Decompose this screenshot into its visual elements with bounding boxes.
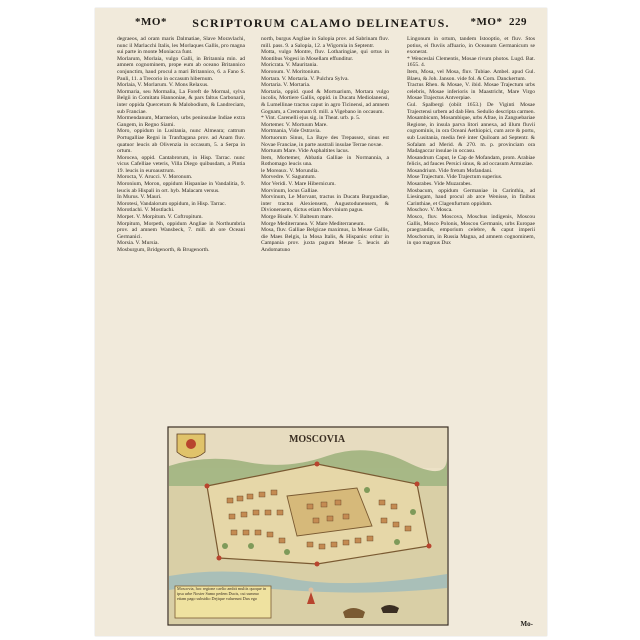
moscovia-map xyxy=(167,426,449,626)
entry: Mortemer. V. Mortuum Mare. xyxy=(261,121,328,128)
entry: Morvinum, Le Morvant, tractus in Ducatu Burgundiae, inter tractus Alexiensem, Augustodunensem, & Divionensem, dictus etiam Morvinium pagus. xyxy=(261,194,389,214)
entry: Mortaria. V. Mortaria. xyxy=(261,82,311,89)
entry: Moricrata. V. Mauritania. xyxy=(261,62,318,69)
entry: Morpet. V. Morpitum. V. Coftropitum. xyxy=(117,214,203,221)
page-header xyxy=(95,16,547,36)
entry: Mosbacum, oppidum Germaniae in Carinthia, ad Liesingam, haud procul ab arce Wenisse, in finibus Carinthiae, et Clagenfurtum oppidum. xyxy=(407,187,535,207)
entry: Mortuum Mare. Vide Asphaltites lacus. xyxy=(261,148,350,155)
entry: degraeos, ad oram maris Dalmatiae, Slave Moravlachi, nunc il Marlacchi Italis, les Morlaques Gallis, pro magna sui parte in monte Moniacca funt. xyxy=(117,36,245,56)
entry: * Vint. Carenelli ejus sig. in Theat. urb. p. 5. xyxy=(261,115,361,122)
entry: In Murus. V. Mauri. xyxy=(117,194,162,201)
entry: Item, Mosa, vel Mosa, fluv. Tubiae. Ambel. apud Gul. Blaeu, & Joh. Janson. vide fol. & Corn. Danckertum. xyxy=(407,68,535,82)
entry: Mose Trajectum. Vide Trajectum superius. xyxy=(407,174,503,181)
map-illustration xyxy=(167,426,449,626)
header-right xyxy=(471,16,527,28)
entry: Morocea, oppid. Cantabrorum, in Hisp. Tarrac. nunc vicus Cafelliae veteris, Villa Diego quibusdam, a Pintia 19. leucis in euroaustrum. xyxy=(117,154,245,174)
entry: north, burgus Angliae in Salopia prov. ad Sabrinam fluv. mill. pass. 9. a Salopia, 12. a Wigornia in Septentr. xyxy=(261,36,389,49)
entry: Mosa, fluv. Galliae Belgicae maximus, la Meuse Gallis, die Maes Belgis, la Mosa Italis, & Hispanis: oritur in Campania prov. juxta pagum Meuse 5. leucis ab Andomatuno xyxy=(261,227,389,253)
entry: Morge Mediterranea. V. Mare Mediterraneum. xyxy=(261,220,365,227)
entry: Mormendanum, Marmelon, urbs peninsulae Indiae extra Gangem, in Regno Siami. xyxy=(117,115,245,128)
entry: Morlarum, Morlaia, vulgo Galli, in Britannia min. ad amnem cognominem, prope eum ab oceano Britannico conjunctim, haud procul a mari Britannico, 6. a Fano S. Pauli, 11. a Trecorio in occasum hibernum. xyxy=(117,55,245,82)
book-page xyxy=(95,8,547,636)
entry: Mortaria, oppid. quod & Mortuarium, Mortara vulgo incolis, Mortiere Gallis, oppid. in Ducatu Mediolanensi, & Lumellinae tractus caput in agro Ticinensi, ad amnem Gognam, a Cremonam 8. mill. a Vigebano in occasum. xyxy=(261,88,389,115)
cartouche-text: Moscovia, hoc regione caelio ambit multis quoque in ipsa urbe Noster Sumo pedem Ducis, cui summo etiam pago subsidio Dejique valuerunt Dux ego xyxy=(177,587,267,601)
coat-of-arms xyxy=(177,434,205,458)
entry: Moronium, Moron, oppidum Hispaniae in Vandalitia, 9. leucis ab Hispali in ort. hyb. Malacam versus. xyxy=(117,181,245,194)
entry: Mortmania, Vide Ostravia. xyxy=(261,128,321,135)
entry: Lingonum in ortum, tandem Istooptio, et fluv. Stos potius, ei fluviis affuario, in Oceanum Germanicum se exonerat. xyxy=(407,36,535,56)
entry: Morsia. V. Mursia. xyxy=(117,240,159,247)
entry: Morotlachi. V. Mostlachi. xyxy=(117,207,175,214)
entry: Mormaria, seu Mormalia, La Foreft de Mormal, sylva Belgii in Comitatu Hannoniae, & pars faltus Carbonarii, inter oppida Quercetum & Malobodium, & Landreciam, sub Franciae. xyxy=(117,88,245,115)
entry: Gul. Spalbergi (obiit 1653.) De Viginti Mosae Trajectensi urbem ad dab Hen. Sedulio descripta carmen. xyxy=(407,101,535,115)
entry: Mor Veridi. V. Mare Hibernicum. xyxy=(261,181,336,188)
entry: Item, Mortemer, Abbatia Galliae in Normannia, a Rothomago leucis una. xyxy=(261,154,389,168)
column-1 xyxy=(117,36,245,426)
header-right-mark: *MO* xyxy=(470,16,503,28)
entry: le Moreaux. V. Morundia. xyxy=(261,167,319,174)
map-title: MOSCOVIA xyxy=(288,434,346,445)
entry: Moro, oppidum in Lusitania, nunc Almeara; cattrum Portugalliae Regni in Tranftagana prov. ad Anam fluv. quatuor leucis ab Olivenzia in occasum, 5. a Serpa in ortum. xyxy=(117,128,245,155)
entry: Mosandrium. Vide fretum Mofandani. xyxy=(407,167,493,174)
entry: Mortara. V. Mortaria. V. Pulchra Sylva. xyxy=(261,75,349,82)
column-2 xyxy=(261,36,389,426)
page-number: 229 xyxy=(509,16,527,28)
entry: Morge Bisale. V. Balteum mare. xyxy=(261,214,333,221)
entry: Motta, vulgo Montre, fluv. Lotharingiae, qui ortus in Montibus Vogesi in Mosellam effunditur. xyxy=(261,49,389,62)
entry: Mosambicum, Mosambique, urbs Afrae, in Zanguebariae Regione, in insula parva litori annexa, ad illum fluvii cognominis, in ora Oceani Aethiopici, cum arce & portu, sub Lusitania, media ferè inter Quiloam ad Septentr. & Sofalam ad Merid. & 270. m. p. provinciam ora Madagaccar insulae in occasu. xyxy=(407,115,535,155)
column-3 xyxy=(407,36,535,426)
entry: Morvinum, locus Galliae. xyxy=(261,187,319,194)
entry: Morotesi, Vandalorum oppidum, in Hisp. Tarrac. xyxy=(117,200,226,207)
entry: Mosarabes. Vide Muzarabes. xyxy=(407,181,472,188)
entry: Moronum. V. Moritonium. xyxy=(261,68,321,75)
entry: Morlaia, V. Morlarum. V. Mons Relaxus. xyxy=(117,82,209,89)
entry: Tractus Rhen. & Mosae, V. ibid. Mosae Trajectum urbs celebris, Mosae inferioris in Maastricht, Mare Virgo Mosae Trajectus Antverpiae. xyxy=(407,82,535,102)
entry: Mosburgum, Bridgenorth, & Brugenorth. xyxy=(117,247,210,253)
entry: Morocta, V. Arucci. V. Moronum. xyxy=(117,174,193,181)
entry: Moschov. V. Mosca. xyxy=(407,207,453,214)
entry: Morpitum, Morpeth, oppidum Angliae in Northumbria prov. ad amnem Wansbeck, 7. mill. ab ore Oceani Germanici. xyxy=(117,220,245,240)
text-columns xyxy=(117,36,537,428)
entry: Mosco, fluv. Moscova, Moschus indigenis, Moscou Gallis, Mosco Polonis, Moscou Germanis, urbs Europae praegrandis, emporium celebre, & caput imperii Moschorum, in Russia Magna, ad amnem cognominem, in quo magnus Dux xyxy=(407,214,535,247)
entry: Mosandrum Caput, le Cap de Mofandam, prom. Arabiae felicis, ad fauces Persici sinus, & ad occasum Armuziae. xyxy=(407,154,535,168)
entry: Mortuorum Sinus, La Baye des Trepassez, sinus est Novae Franciae, in parte australi insulae Terrae novae. xyxy=(261,134,389,148)
entry: Morvedre. V. Saguntum. xyxy=(261,174,316,181)
catchword: Mo- xyxy=(520,620,533,628)
running-title: SCRIPTORUM CALAMO DELINEATUS. xyxy=(192,16,450,30)
header-left-mark: *MO* xyxy=(135,16,167,28)
entry: * Wenceslai Clementis, Mosae rivum photos. Lugd. Bat. 1655. 4. xyxy=(407,55,535,69)
